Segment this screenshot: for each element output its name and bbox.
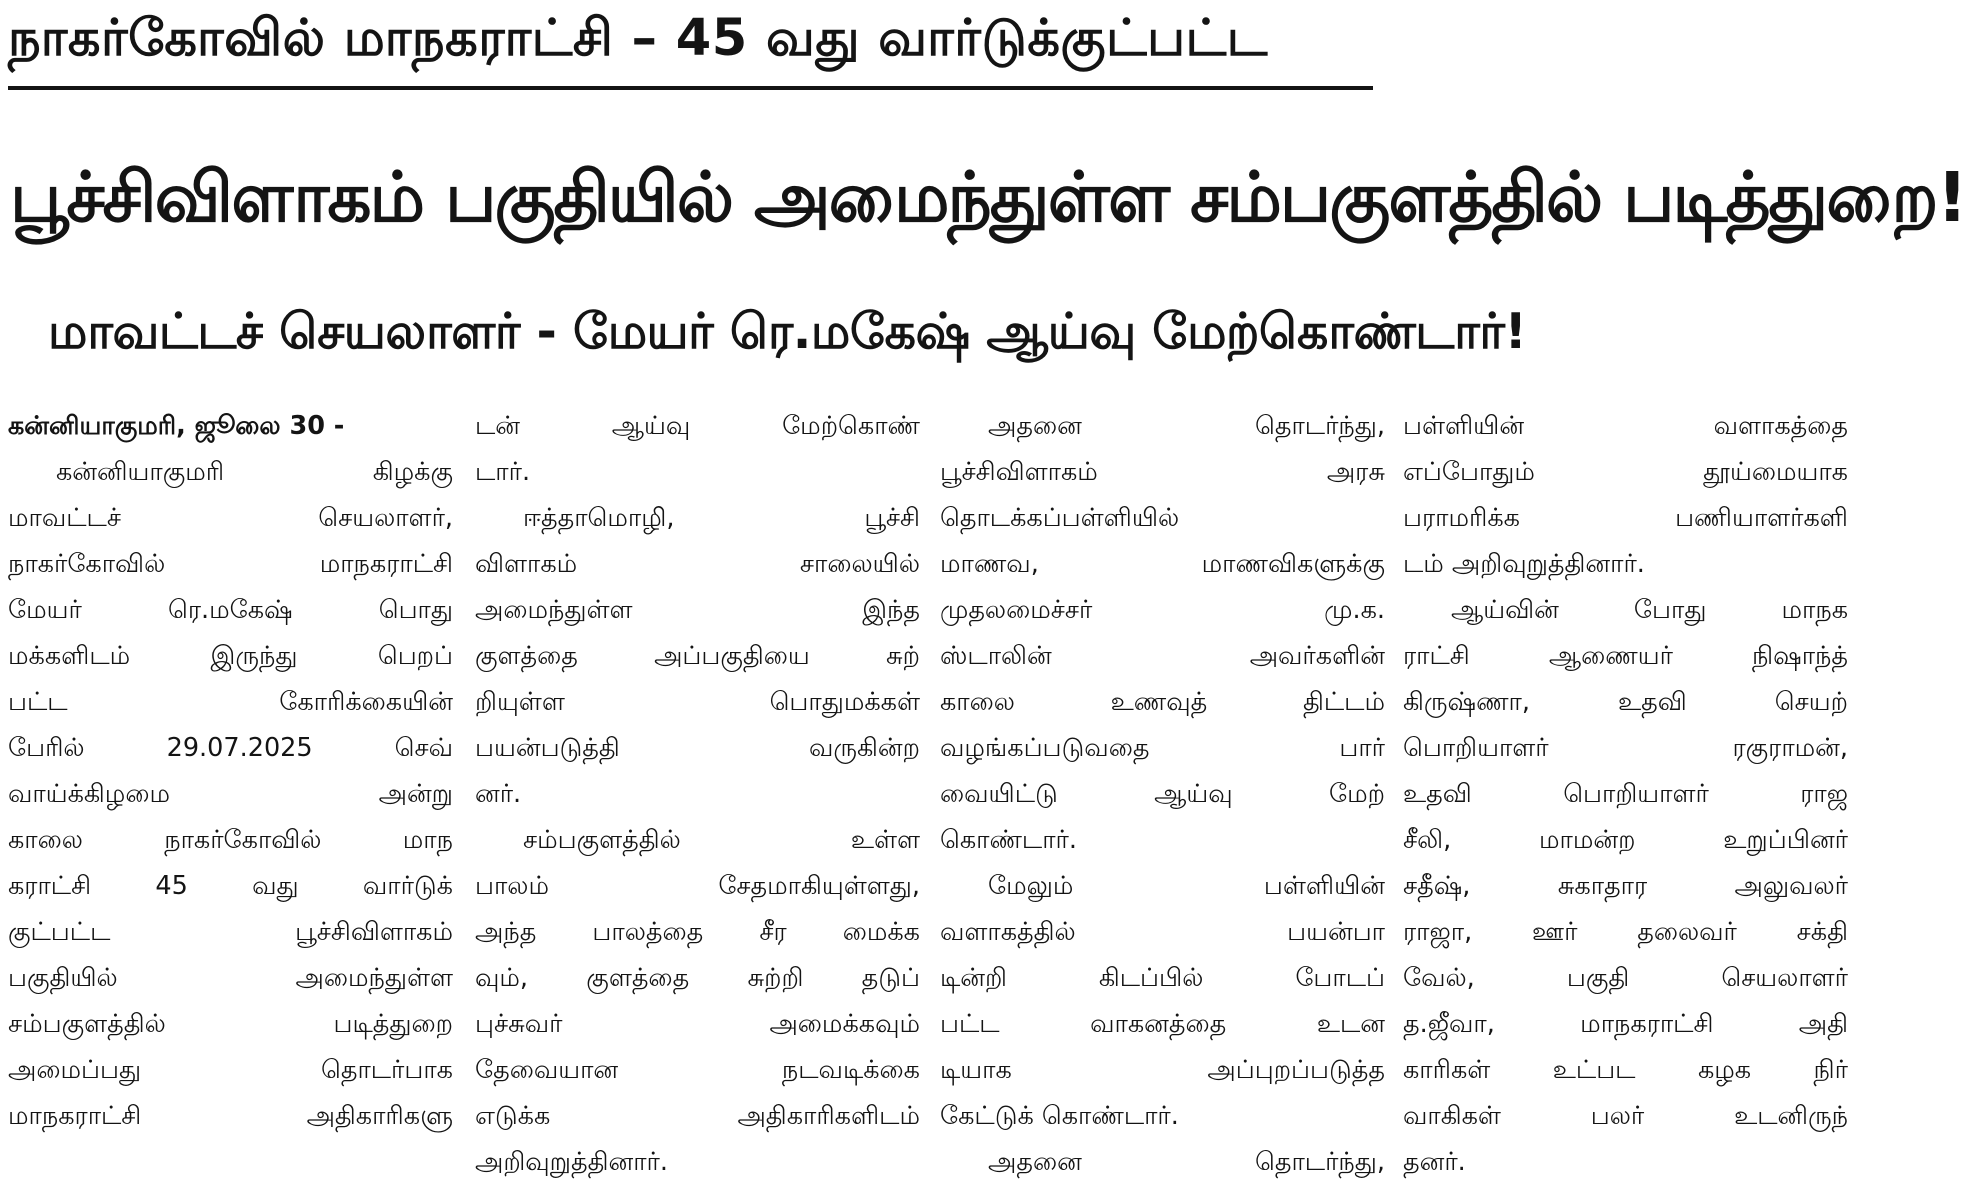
- text-line: பாலம் சேதமாகியுள்ளது,: [475, 871, 920, 901]
- text-line: மக்களிடம் இருந்து பெறப்: [8, 641, 453, 671]
- text-line: ராஜா, ஊர் தலைவர் சக்தி: [1403, 917, 1848, 947]
- text-line: பயன்படுத்தி வருகின்ற: [475, 733, 920, 763]
- kicker-underline: [8, 86, 1373, 90]
- text-line: நாகர்கோவில் மாநகராட்சி: [8, 549, 453, 579]
- text-line: மேலும் பள்ளியின்: [988, 871, 1385, 901]
- text-line: த.ஜீவா, மாநகராட்சி அதி: [1403, 1009, 1848, 1039]
- article-column-4: [1403, 403, 1848, 1177]
- text-line: கன்னியாகுமரி கிழக்கு: [56, 457, 453, 487]
- text-line: சம்பகுளத்தில் உள்ள: [523, 825, 920, 855]
- text-line: அமைப்பது தொடர்பாக: [8, 1055, 453, 1085]
- text-line: றியுள்ள பொதுமக்கள்: [475, 687, 920, 717]
- text-line: டார்.: [475, 457, 531, 487]
- article-column-2: [475, 403, 920, 1177]
- text-line: வும், குளத்தை சுற்றி தடுப்: [475, 963, 920, 993]
- text-line: கொண்டார்.: [940, 825, 1077, 855]
- text-line: கராட்சி 45 வது வார்டுக்: [8, 871, 453, 901]
- text-line: குட்பட்ட பூச்சிவிளாகம்: [8, 917, 453, 947]
- text-line: எடுக்க அதிகாரிகளிடம்: [475, 1101, 920, 1131]
- article-headline: பூச்சிவிளாகம் பகுதியில் அமைந்துள்ள சம்பகுளத்தில் படித்துறை!: [10, 158, 1966, 238]
- text-line: உதவி பொறியாளர் ராஜ: [1403, 779, 1848, 809]
- text-line: புச்சுவர் அமைக்கவும்: [475, 1009, 920, 1039]
- text-line: ஸ்டாலின் அவர்களின்: [940, 641, 1385, 671]
- article-body: [0, 403, 1848, 1177]
- text-line: னர்.: [475, 779, 522, 809]
- text-line: காலை உணவுத் திட்டம்: [940, 687, 1385, 717]
- text-line: காரிகள் உட்பட கழக நிர்: [1403, 1055, 1848, 1085]
- article-kicker: நாகர்கோவில் மாநகராட்சி – 45 வது வார்டுக்குட்பட்ட: [8, 9, 1268, 68]
- text-line: தேவையான நடவடிக்கை: [475, 1055, 920, 1085]
- text-line: சதீஷ், சுகாதார அலுவலர்: [1403, 871, 1848, 901]
- text-line: தனர்.: [1403, 1147, 1466, 1177]
- text-line: பேரில் 29.07.2025 செவ்: [8, 733, 453, 763]
- article-column-3: [940, 403, 1385, 1177]
- text-line: டின்றி கிடப்பில் போடப்: [940, 963, 1385, 993]
- text-line: பகுதியில் அமைந்துள்ள: [8, 963, 453, 993]
- text-line: காலை நாகர்கோவில் மாந: [8, 825, 453, 855]
- text-line: முதலமைச்சர் மு.க.: [940, 595, 1385, 625]
- article-subheadline: மாவட்டச் செயலாளர் - மேயர் ரெ.மகேஷ் ஆய்வு மேற்கொண்டார்!: [48, 303, 1527, 360]
- text-line: ஈத்தாமொழி, பூச்சி: [523, 503, 920, 533]
- text-line: மேயர் ரெ.மகேஷ் பொது: [8, 595, 453, 625]
- text-line: டியாக அப்புறப்படுத்த: [940, 1055, 1385, 1085]
- text-line: வாய்க்கிழமை அன்று: [8, 779, 453, 809]
- text-line: அந்த பாலத்தை சீர மைக்க: [475, 917, 920, 947]
- text-line: பள்ளியின் வளாகத்தை: [1403, 411, 1848, 441]
- text-line: பூச்சிவிளாகம் அரசு: [940, 457, 1385, 487]
- text-line: அறிவுறுத்தினார்.: [475, 1147, 668, 1177]
- text-line: சீலி, மாமன்ற உறுப்பினர்: [1403, 825, 1848, 855]
- text-line: மாணவ, மாணவிகளுக்கு: [940, 549, 1385, 579]
- text-line: சம்பகுளத்தில் படித்துறை: [8, 1009, 453, 1039]
- text-line: தொடக்கப்பள்ளியில்: [940, 503, 1180, 533]
- article-column-1: [8, 403, 453, 1131]
- text-line: வழங்கப்படுவதை பார்: [940, 733, 1385, 763]
- text-line: வாகிகள் பலர் உடனிருந்: [1403, 1101, 1848, 1131]
- text-line: அதனை தொடர்ந்து,: [988, 411, 1385, 441]
- text-line: கிருஷ்ணா, உதவி செயற்: [1403, 687, 1848, 717]
- text-line: டம் அறிவுறுத்தினார்.: [1403, 549, 1645, 579]
- text-line: அதனை தொடர்ந்து,: [988, 1147, 1385, 1177]
- text-line: விளாகம் சாலையில்: [475, 549, 920, 579]
- text-line: பொறியாளர் ரகுராமன்,: [1403, 733, 1848, 763]
- text-line: எப்போதும் தூய்மையாக: [1403, 457, 1848, 487]
- text-line: ஆய்வின் போது மாநக: [1451, 595, 1848, 625]
- text-line: குளத்தை அப்பகுதியை சுற்: [475, 641, 920, 671]
- text-line: பட்ட வாகனத்தை உடன: [940, 1009, 1385, 1039]
- text-line: வையிட்டு ஆய்வு மேற்: [940, 779, 1385, 809]
- text-line: டன் ஆய்வு மேற்கொண்: [475, 411, 920, 441]
- text-line: பட்ட கோரிக்கையின்: [8, 687, 453, 717]
- text-line: ராட்சி ஆணையர் நிஷாந்த்: [1403, 641, 1848, 671]
- text-line: மாநகராட்சி அதிகாரிகளு: [8, 1101, 453, 1131]
- text-line: மாவட்டச் செயலாளர்,: [8, 503, 453, 533]
- text-line: வளாகத்தில் பயன்பா: [940, 917, 1385, 947]
- text-line: பராமரிக்க பணியாளர்களி: [1403, 503, 1848, 533]
- text-line: வேல், பகுதி செயலாளர்: [1403, 963, 1848, 993]
- text-line: அமைந்துள்ள இந்த: [475, 595, 920, 625]
- text-line: கேட்டுக் கொண்டார்.: [940, 1101, 1179, 1131]
- article-dateline: கன்னியாகுமரி, ஜூலை 30 -: [8, 411, 345, 441]
